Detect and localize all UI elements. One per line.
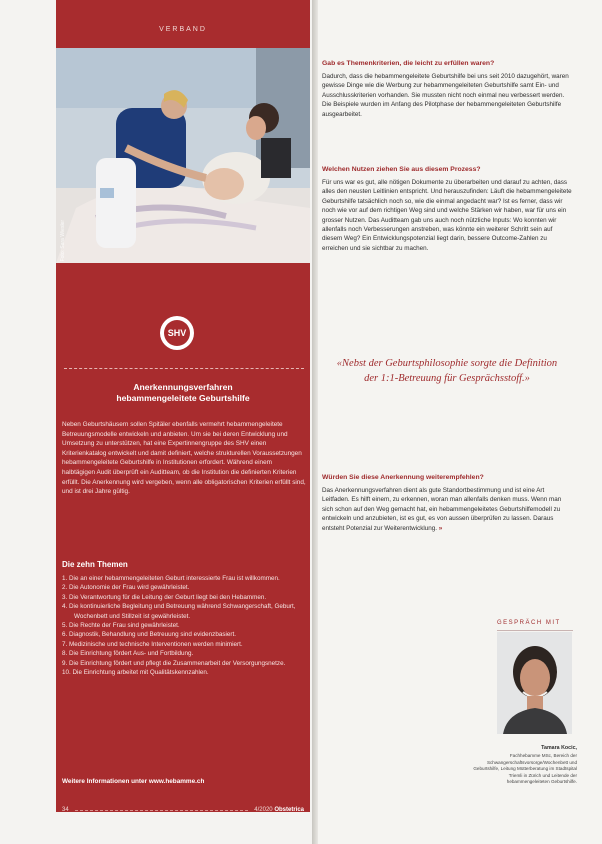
- interview-question-1: Gab es Themenkriterien, die leicht zu erfüllen waren?: [322, 60, 495, 67]
- shv-logo: [160, 316, 194, 350]
- theme-item: 6. Diagnostik, Behandlung und Betreuung sind evidenzbasiert.: [62, 631, 236, 639]
- footer-magazine-name: Obstetrica: [274, 807, 304, 813]
- theme-item: 5. Die Rechte der Frau sind gewährleistet.: [62, 622, 180, 630]
- divider-line: [64, 368, 304, 369]
- theme-item: 10. Die Einrichtung arbeitet mit Qualitätskennzahlen.: [62, 669, 209, 677]
- article-photo: [56, 48, 310, 263]
- themes-title: Die zehn Themen: [62, 560, 128, 569]
- interviewee-name: Tamara Kocic,: [541, 745, 577, 751]
- footer-magazine: [254, 807, 304, 813]
- theme-item: 8. Die Einrichtung fördert Aus- und Fortbildung.: [62, 650, 194, 658]
- pull-quote: «Nebst der Geburtsphilosophie sorgte die Definition der 1:1-Betreuung für Gesprächsstoff.»: [336, 358, 558, 384]
- interview-answer-1: Dadurch, dass die hebammengeleitete Geburtshilfe bei uns seit 2010 dazugehört, waren gewisse Dinge wie die Werbung zur hebammengeleiteten Geburtshilfe samt Ein- und Ausschlusskriterien vorhanden. Sie mussten nicht noch einmal neu verbessert werden. Die Beispiele wurden im Anfang des Pilotphase der hebammengeleiteten Geburtshilfe ausgearbeitet.: [322, 73, 569, 118]
- box-title-line-2: hebammengeleitete Geburtshilfe: [116, 393, 250, 403]
- page-footer: [56, 805, 310, 815]
- gespraech-rule: [497, 630, 573, 631]
- footer-dotted-line: [75, 810, 249, 811]
- footer-issue: 4/2020: [254, 807, 273, 813]
- section-label: VERBAND: [159, 26, 207, 33]
- page-number: 34: [62, 807, 69, 813]
- interview-answer-2: Für uns war es gut, alle nötigen Dokumente zu überarbeiten und darauf zu achten, dass alles den neusten Leitlinien entspricht. Und herauszufinden: Läuft die hebammengeleitete Geburtshilfe tatsächlich noch so, wie die einmal angedacht war? Ist es ferner, dass wir noch wie vor auf dem richtigen Weg sind und welche Stärken wir haben, war für uns ein grosser Nutzen. Das Auditteam gab uns auch noch nützliche Inputs: Wo konnten wir allenfalls noch Verbesserungen anstreben, was könnte ein weiterer Schritt sein auf diesem Weg? Ein Entwicklungspotenzial liegt darin, bessere Outcome-Zahlen zu erreichen und sie sichtbar zu machen.: [322, 179, 572, 252]
- more-info-link[interactable]: Weitere Informationen unter www.hebamme.ch: [62, 778, 205, 785]
- interviewee-description: Fachhebamme MSc, Bereich der Schwangerschaftsvorsorge/Wochenbett und Geburtshilfe, Leitung Mütterberatung im Stadtspital Triemli in Zürich und Leitende der hebammengeleiteten Geburtshilfe.: [473, 753, 577, 785]
- theme-item: 4. Die kontinuierliche Begleitung und Betreuung während Schwangerschaft, Geburt, Wochenbett und Stillzeit ist gewährleistet.: [62, 603, 296, 620]
- box-title-line-1: Anerkennungsverfahren: [133, 382, 233, 392]
- photo-credit: Foto: Sara Wiesler: [60, 220, 66, 262]
- logo-mark: SHV: [164, 320, 190, 346]
- interview-answer-3: [322, 486, 572, 533]
- themes-list: [62, 574, 306, 677]
- interview-answer-3-text: Das Anerkennungsverfahren dient als gute Standortbestimmung und ist eine Art Leitfaden. Es hilft einem, zu erkennen, woran man allenfalls denken muss. Wenn man sich schon auf den Weg gemacht hat, ein hebammengeleitetes Geburtshilfemodell zu entwickeln und anzubieten, ist es gut, es von aussen überprüfen zu lassen. Daraus entsteht Potenzial zur Weiterentwicklung.: [322, 487, 562, 532]
- gespraech-label: GESPRÄCH MIT: [497, 620, 561, 626]
- theme-item: 2. Die Autonomie der Frau wird gewährleistet.: [62, 584, 190, 592]
- theme-item: 3. Die Verantwortung für die Leitung der Geburt liegt bei den Hebammen.: [62, 593, 267, 601]
- box-body-text: Neben Geburtshäusern sollen Spitäler ebenfalls vermehrt hebammengeleitete Betreuungsmodelle entwickeln und anbieten. Um sie bei deren Entwicklung und Umsetzung zu unterstützen, hat eine Expertinnengruppe des SHV einen Kriterienkatalog entwickelt und damit definiert, welche strukturellen Voraussetzungen hebammengeleitete Geburtshilfe in Institutionen erfordert. Während einem halbtägigen Audit überprüft ein Auditteam, ob die Institution die definierten Kriterien erfüllt. Die Anerkennung wird vergeben, wenn alle obligatorischen Kriterien erfüllt sind, und ist drei Jahre gültig.: [62, 421, 306, 496]
- interview-question-3: Würden Sie diese Anerkennung weiterempfehlen?: [322, 474, 484, 481]
- midwife-photo-illustration: [56, 48, 310, 263]
- portrait-illustration: [497, 632, 572, 734]
- portrait-photo: [497, 632, 572, 734]
- theme-item: 1. Die an einer hebammengeleiteten Geburt interessierte Frau ist willkommen.: [62, 575, 280, 582]
- theme-item: 7. Medizinische und technische Interventionen werden minimiert.: [62, 640, 243, 648]
- interview-question-2: Welchen Nutzen ziehen Sie aus diesem Prozess?: [322, 166, 481, 173]
- end-mark: »: [438, 524, 443, 532]
- theme-item: 9. Die Einrichtung fördert und pflegt die Zusammenarbeit der Versorgungsnetze.: [62, 659, 286, 667]
- box-title: [56, 382, 310, 404]
